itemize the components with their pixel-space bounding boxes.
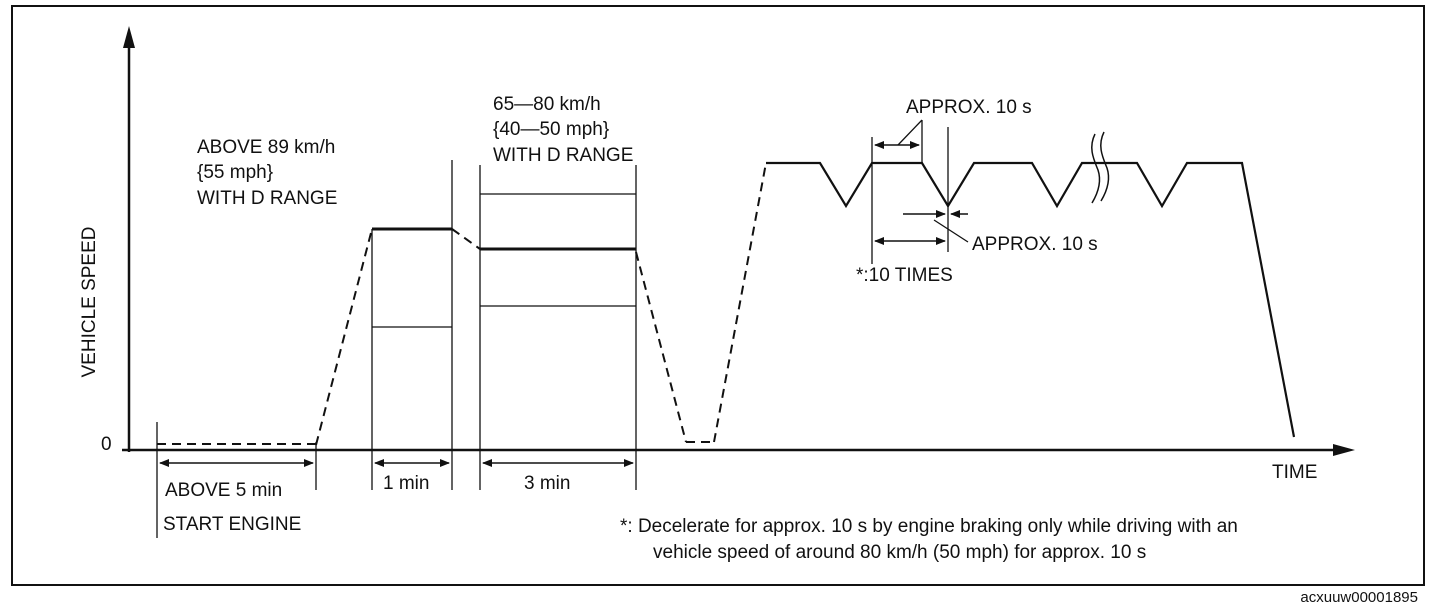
accel-ramp-1 <box>316 229 372 445</box>
accel-ramp-2 <box>714 163 766 442</box>
x-axis-label: TIME <box>1272 462 1318 483</box>
footnote-line-2: vehicle speed of around 80 km/h (50 mph) for approx. 10 s <box>653 542 1147 563</box>
phase4-speed-profile <box>766 163 1294 437</box>
zero-label: 0 <box>101 434 112 455</box>
footnote-line-1: *: Decelerate for approx. 10 s by engine braking only while driving with an <box>620 516 1238 537</box>
phase2-speed-label-2: {55 mph} <box>197 162 274 183</box>
phase2-speed-label-1: ABOVE 89 km/h <box>197 137 336 158</box>
transition-line <box>452 229 480 249</box>
y-axis-label: VEHICLE SPEED <box>79 226 100 378</box>
start-engine-label: START ENGINE <box>163 514 302 535</box>
approx-bottom-label: APPROX. 10 s <box>972 234 1098 255</box>
y-axis-arrowhead <box>123 26 135 48</box>
phase2-speed-label-3: WITH D RANGE <box>197 188 338 209</box>
phase3-duration-label: 3 min <box>524 473 571 494</box>
approx-top-label: APPROX. 10 s <box>906 97 1032 118</box>
phase1-duration-label: ABOVE 5 min <box>165 480 283 501</box>
axis-break-symbol <box>1092 134 1100 203</box>
x-axis-arrowhead <box>1333 444 1355 456</box>
phase3-speed-label-1: 65—80 km/h <box>493 94 601 115</box>
approx-bottom-leader <box>934 220 968 242</box>
phase3-speed-label-3: WITH D RANGE <box>493 145 634 166</box>
phase3-speed-label-2: {40—50 mph} <box>493 119 610 140</box>
phase2-duration-label: 1 min <box>383 473 430 494</box>
approx-top-leader <box>898 120 922 145</box>
times-label: *:10 TIMES <box>856 265 953 286</box>
reference-code: acxuuw00001895 <box>1300 589 1418 606</box>
axis-break-symbol-2 <box>1101 132 1109 201</box>
decel-ramp <box>636 252 686 442</box>
